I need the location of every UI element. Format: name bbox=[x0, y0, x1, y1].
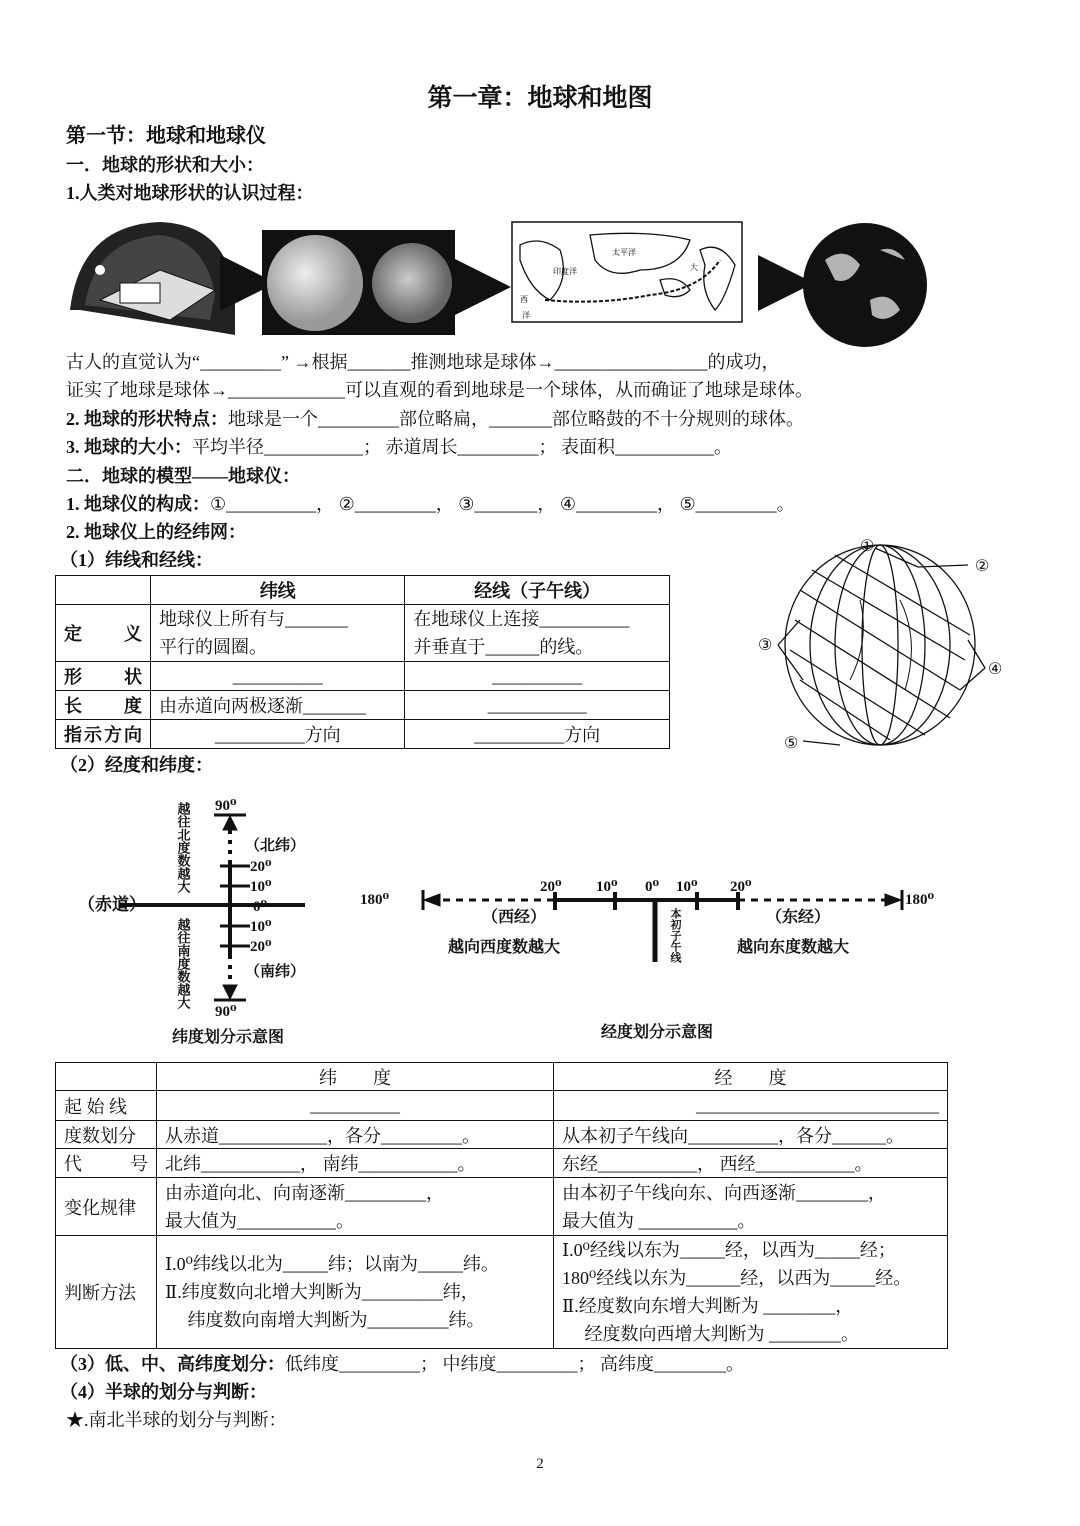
row-label: 判断方法 bbox=[56, 1236, 157, 1349]
cell-lon: ___________________________ bbox=[554, 1091, 948, 1121]
page-number: 2 bbox=[536, 1456, 544, 1472]
lat-bottom-90: 90⁰ bbox=[215, 1004, 237, 1020]
lunar-eclipse-photo bbox=[262, 230, 455, 335]
globe-label-2: ② bbox=[975, 558, 990, 575]
cell-lat: __________ bbox=[157, 1091, 554, 1121]
q3-text: 平均半径___________； 赤道周长_________； 表面积___________。 bbox=[192, 437, 732, 457]
lat-south-label: （南纬） bbox=[245, 964, 306, 980]
cell-lat: 地球仪上所有与_______ 平行的圆圈。 bbox=[151, 605, 405, 662]
row-label: 代 号 bbox=[56, 1149, 157, 1178]
section-title: 第一节：地球和地球仪 bbox=[66, 125, 266, 147]
cell-lat-line: Ⅱ.纬度数向北增大判断为_________纬， bbox=[165, 1282, 479, 1302]
row-label: 变化规律 bbox=[56, 1178, 157, 1236]
cell-lon: ___________ bbox=[405, 691, 670, 720]
q3-label: 3. 地球的大小： bbox=[66, 437, 192, 457]
globe-graticule-diagram bbox=[778, 545, 985, 745]
g1-text: ①__________， ②_________， ③_______， ④_________， ⑤_________。 bbox=[210, 494, 795, 514]
q1-heading: 1.人类对地球形状的认识过程： bbox=[66, 183, 314, 203]
globe-label-3: ③ bbox=[758, 637, 773, 654]
lon-west-label: （西经） bbox=[482, 909, 547, 926]
cell-lon: 东经___________， 西经___________。 bbox=[554, 1149, 948, 1178]
prime-meridian-label: 本初子午线 bbox=[669, 908, 681, 963]
part1-heading: 一．地球的形状和大小： bbox=[66, 155, 264, 175]
cell-lon-line: Ⅱ.经度数向东增大判断为 ________， bbox=[562, 1296, 854, 1316]
lon-west-note: 越向西度数越大 bbox=[448, 939, 561, 956]
map-label-xi: 西 bbox=[520, 295, 528, 304]
lon-zero: 0⁰ bbox=[645, 879, 660, 895]
g2-heading: 2. 地球仪上的经纬网： bbox=[66, 522, 246, 542]
row-label: 指示方向 bbox=[56, 720, 151, 749]
map-label-pacific: 太平洋 bbox=[612, 248, 636, 257]
cell-lat: __________方向 bbox=[151, 720, 405, 749]
lon-east-note: 越向东度数越大 bbox=[737, 939, 850, 956]
cell-lat-line: 最大值为___________。 bbox=[165, 1210, 354, 1231]
q2-text: 地球是一个_________部位略扁，_______部位略鼓的不十分规则的球体。 bbox=[228, 409, 804, 429]
ancient-dome-image bbox=[70, 222, 235, 335]
part2-heading: 二．地球的模型——地球仪： bbox=[66, 466, 300, 486]
cell-lon: __________ bbox=[405, 662, 670, 691]
lon-right-180: 180⁰ bbox=[905, 892, 935, 908]
row-label: 形 状 bbox=[56, 662, 151, 691]
cell-lon: 在地球仪上连接__________ 并垂直于______的线。 bbox=[405, 605, 670, 662]
sub4-heading: （4）半球的划分与判断： bbox=[60, 1382, 267, 1402]
cell-lat: 从赤道____________，各分_________。 bbox=[157, 1121, 554, 1149]
cell-lon: __________方向 bbox=[405, 720, 670, 749]
q2-label: 2. 地球的形状特点： bbox=[66, 409, 228, 429]
lat-equator-label: （赤道） bbox=[78, 895, 146, 914]
row-label: 定 义 bbox=[56, 605, 151, 662]
cell-lat: 北纬___________， 南纬___________。 bbox=[157, 1149, 554, 1178]
cell-lat-line: 由赤道向北、向南逐渐_________， bbox=[165, 1182, 444, 1203]
lon-e10: 10⁰ bbox=[676, 879, 698, 895]
table2-header-lat: 纬 度 bbox=[157, 1063, 554, 1091]
map-label-indian: 印度洋 bbox=[553, 267, 577, 276]
cell-lon-line: 由本初子午线向东、向西逐渐________， bbox=[562, 1182, 886, 1203]
lat-zero: 0⁰ bbox=[253, 899, 268, 915]
sub2-heading: （2）经度和纬度： bbox=[60, 755, 213, 775]
sub1-heading: （1）纬线和经线： bbox=[60, 550, 213, 570]
lon-w10: 10⁰ bbox=[596, 879, 618, 895]
cell-lon-line: 180⁰经线以东为______经，以西为_____经。 bbox=[562, 1268, 912, 1288]
map-label-yang: 洋 bbox=[522, 311, 530, 320]
lat-north-label: （北纬） bbox=[245, 838, 306, 854]
table1-header-lon: 经线（子午线） bbox=[405, 576, 670, 605]
lon-left-180: 180⁰ bbox=[360, 892, 390, 908]
map-label-da: 大 bbox=[690, 263, 698, 272]
globe-label-1: ① bbox=[860, 538, 875, 555]
sub3-text: 低纬度_________； 中纬度_________； 高纬度________。 bbox=[285, 1354, 744, 1374]
lat-north-note: 越往北度数越大 bbox=[175, 802, 191, 893]
table2-header-lon: 经 度 bbox=[554, 1063, 948, 1091]
star-line: ★.南北半球的划分与判断： bbox=[66, 1410, 287, 1430]
row-label: 起 始 线 bbox=[56, 1091, 157, 1121]
row-label: 度数划分 bbox=[56, 1121, 157, 1149]
lon-w20: 20⁰ bbox=[540, 879, 562, 895]
row-label: 长 度 bbox=[56, 691, 151, 720]
table1-header-lat: 纬线 bbox=[151, 576, 405, 605]
earth-from-space-photo bbox=[803, 223, 927, 347]
lat-top-90: 90⁰ bbox=[215, 798, 237, 814]
cell-lon-line: 经度数向西增大判断为 ________。 bbox=[562, 1324, 859, 1344]
cell-lat-line: Ⅰ.0⁰纬线以北为_____纬；以南为_____纬。 bbox=[165, 1254, 499, 1274]
cell-lat: __________ bbox=[151, 662, 405, 691]
q1-line1: 古人的直觉认为“_________” →根据_______推测地球是球体→_________________的成功， bbox=[66, 352, 780, 372]
lon-east-label: （东经） bbox=[766, 909, 831, 926]
globe-label-4: ④ bbox=[988, 661, 1003, 678]
chapter-title: 第一章：地球和地图 bbox=[427, 85, 653, 112]
cell-lon-line: Ⅰ.0⁰经线以东为_____经，以西为_____经； bbox=[562, 1240, 896, 1260]
globe-label-5: ⑤ bbox=[784, 735, 799, 752]
cell-lat: 由赤道向两极逐渐_______ bbox=[151, 691, 405, 720]
g1-label: 1. 地球仪的构成： bbox=[66, 494, 210, 514]
lat-n10: 10⁰ bbox=[250, 879, 272, 895]
q1-line2: 证实了地球是球体→_____________可以直观的看到地球是一个球体，从而确证了地球是球体。 bbox=[66, 380, 813, 400]
cell-lon-line: 最大值为 ___________。 bbox=[562, 1210, 756, 1231]
cell-lat-line: 纬度数向南增大判断为_________纬。 bbox=[165, 1310, 485, 1330]
lon-e20: 20⁰ bbox=[730, 879, 752, 895]
sub3-label: （3）低、中、高纬度划分： bbox=[60, 1354, 285, 1374]
lat-caption: 纬度划分示意图 bbox=[171, 1029, 285, 1046]
lat-south-note: 越往南度数越大 bbox=[175, 918, 191, 1009]
lat-s20: 20⁰ bbox=[250, 939, 272, 955]
magellan-route-map bbox=[512, 222, 742, 322]
lat-s10: 10⁰ bbox=[250, 919, 272, 935]
cell-lon: 从本初子午线向__________，各分______。 bbox=[554, 1121, 948, 1149]
lat-n20: 20⁰ bbox=[250, 859, 272, 875]
lon-caption: 经度划分示意图 bbox=[600, 1024, 714, 1041]
